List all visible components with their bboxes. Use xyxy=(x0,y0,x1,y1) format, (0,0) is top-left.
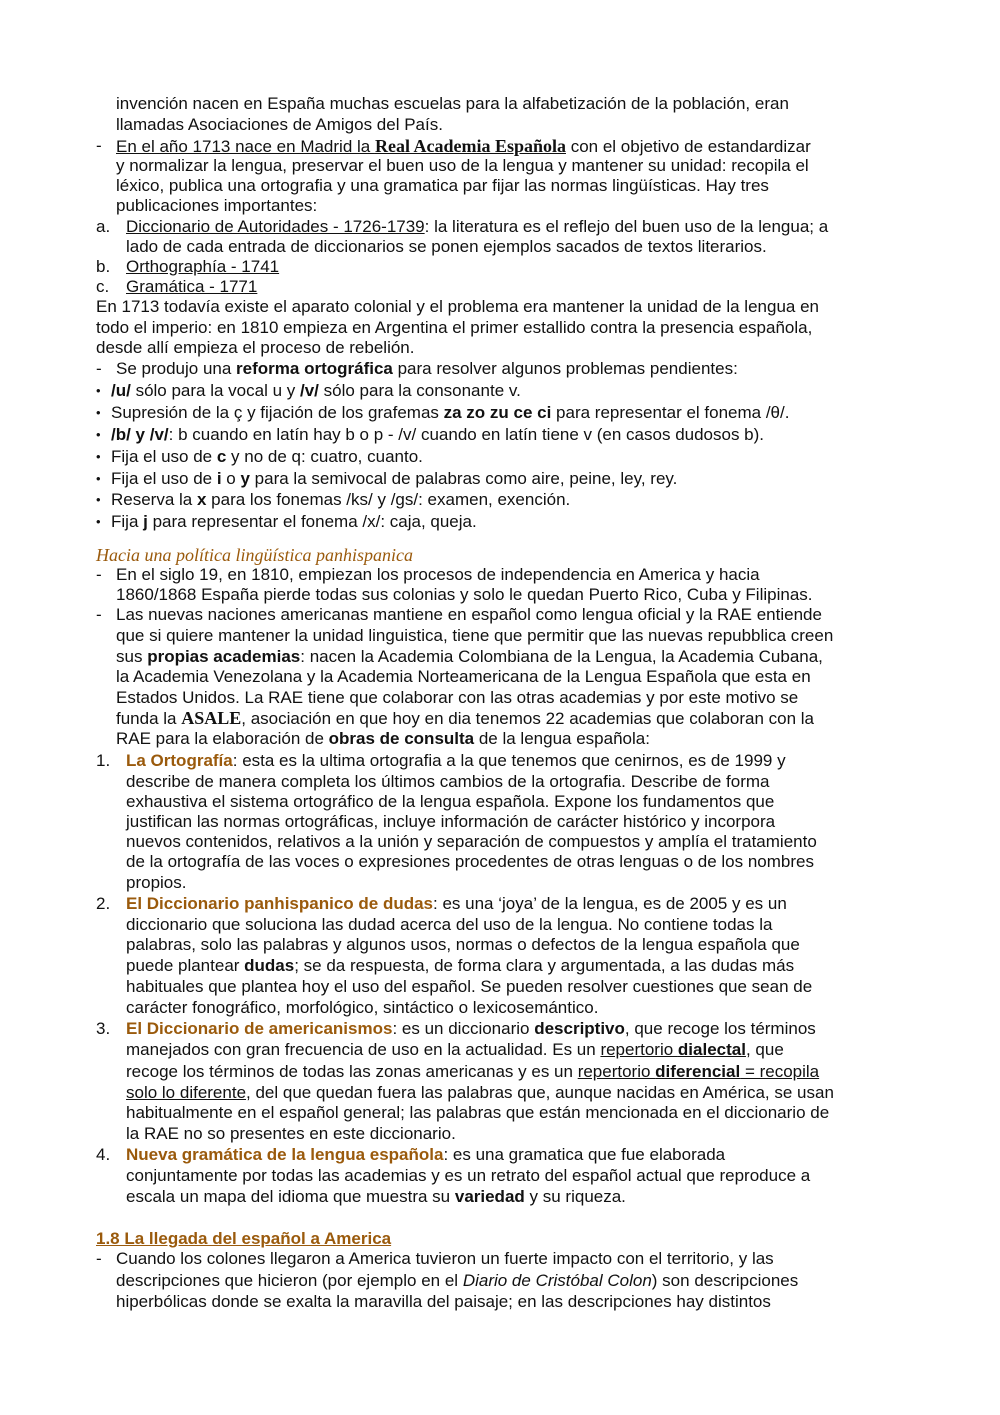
text-line: desde allí empieza el proceso de rebelión. xyxy=(96,338,415,357)
text-line: carácter fonográfico, morfológico, sintáctico o lexicosemántico. xyxy=(126,998,599,1017)
dash-marker: - xyxy=(96,605,102,624)
text-line: Estados Unidos. La RAE tiene que colaborar con las otras academias y por este motivo se xyxy=(116,688,799,707)
text-line: nuevos contenidos, relativos a la unión y separación de compuestos y amplía el tratamiento xyxy=(126,832,817,851)
text-line: puede plantear dudas; se da respuesta, de forma clara y argumentada, a las dudas más xyxy=(126,956,795,975)
text-line: y normalizar la lengua, preservar el buen uso de la lengua y mantener su unidad: recopila el xyxy=(116,156,809,175)
text-line: lado de cada entrada de diccionarios se ponen ejemplos sacados de textos literarios. xyxy=(126,237,767,256)
text-line: diccionario que soluciona las dudad acerca del uso de la lengua. No contiene todas la xyxy=(126,915,773,934)
text-line: la RAE no so presentes en este diccionario. xyxy=(126,1124,456,1143)
text-line: invención nacen en España muchas escuelas para la alfabetización de la población, eran xyxy=(116,94,789,113)
text-line: la Academia Venezolana y la Academia Norteamericana de la Lengua Española que esta en xyxy=(116,667,811,686)
obra-item: El Diccionario panhispanico de dudas: es una ‘joya’ de la lengua, es de 2005 y es un xyxy=(126,894,787,913)
bullet-item: Fija el uso de c y no de q: cuatro, cuanto. xyxy=(111,447,423,466)
text-line: llamadas Asociaciones de Amigos del País. xyxy=(116,115,443,134)
text-line: todo el imperio: en 1810 empieza en Argentina el primer estallido contra la presencia española, xyxy=(96,318,813,337)
text-line: conjuntamente por todas las academias y es un retrato del español actual que reproduce a xyxy=(126,1166,811,1185)
bullet-item: Fija el uso de i o y para la semivocal de palabras como aire, peine, ley, rey. xyxy=(111,469,678,488)
section-heading: Hacia una política lingüística panhispanica xyxy=(96,545,413,565)
list-marker: c. xyxy=(96,277,110,296)
text-line: sus propias academias: nacen la Academia Colombiana de la Lengua, la Academia Cubana, xyxy=(116,647,823,666)
section-heading: 1.8 La llegada del español a America xyxy=(96,1229,392,1248)
dash-marker: - xyxy=(96,565,102,584)
reforma-line: Se produjo una reforma ortográfica para resolver algunos problemas pendientes: xyxy=(116,359,738,378)
bullet-icon: • xyxy=(96,449,101,464)
list-marker: b. xyxy=(96,257,111,276)
text-line: de la ortografía de las voces o expresiones procedentes de otras lenguas o de los nombres xyxy=(126,852,814,871)
text-line: Las nuevas naciones americanas mantiene en español como lengua oficial y la RAE entiende xyxy=(116,605,822,624)
text-line: palabras, solo las palabras y algunos usos, normas o defectos de la lengua española que xyxy=(126,935,800,954)
text-line: Cuando los colones llegaron a America tuvieron un fuerte impacto con el territorio, y las xyxy=(116,1249,774,1268)
dash-marker: - xyxy=(96,1249,102,1268)
text-line: descripciones que hicieron (por ejemplo en el Diario de Cristóbal Colon) son descripciones xyxy=(116,1271,799,1290)
text-line: léxico, publica una ortografia y una gramatica par fijar las normas lingüísticas. Hay tres xyxy=(116,176,769,195)
bullet-item: Reserva la x para los fonemas /ks/ y /gs/: examen, exención. xyxy=(111,490,571,509)
text-line: solo lo diferente, del que quedan fuera las palabras que, aunque nacidas en América, se usan xyxy=(126,1083,834,1102)
text-line: manejados con gran frecuencia de uso en la actualidad. Es un repertorio dialectal, que xyxy=(126,1040,784,1059)
obra-item: El Diccionario de americanismos: es un diccionario descriptivo, que recoge los términos xyxy=(126,1019,816,1038)
text-line: habitualmente en el español general; las palabras que están mencionada en el diccionario de xyxy=(126,1103,830,1122)
text-line: propios. xyxy=(126,873,187,892)
bullet-icon: • xyxy=(96,427,101,442)
list-marker: 4. xyxy=(96,1145,111,1164)
text-line: En 1713 todavía existe el aparato colonial y el problema era mantener la unidad de la lengua en xyxy=(96,297,819,316)
bullet-item: /b/ y /v/: b cuando en latín hay b o p - /v/ cuando en latín tiene v (en casos dudosos b). xyxy=(111,425,765,444)
list-marker: 1. xyxy=(96,751,111,770)
text-line: exhaustiva el sistema ortográfico de la lengua española. Expone los fundamentos que xyxy=(126,792,775,811)
bullet-item: /u/ sólo para la vocal u y /v/ sólo para la consonante v. xyxy=(111,381,521,400)
publication-item: Diccionario de Autoridades - 1726-1739: la literatura es el reflejo del buen uso de la lengua; a xyxy=(126,217,829,236)
text-line: hiperbólicas donde se exalta la maravilla del paisaje; en las descripciones hay distintos xyxy=(116,1292,771,1311)
bullet-item: Fija j para representar el fonema /x/: caja, queja. xyxy=(111,512,477,531)
bullet-icon: • xyxy=(96,492,101,507)
text-line: que si quiere mantener la unidad linguistica, tiene que permitir que las nuevas repubblica creen xyxy=(116,626,834,645)
dash-marker: - xyxy=(96,136,102,155)
rae-line: En el año 1713 nace en Madrid la Real Academia Española con el objetivo de estandardizar xyxy=(116,136,811,156)
text-line: publicaciones importantes: xyxy=(116,196,318,215)
bullet-item: Supresión de la ç y fijación de los grafemas za zo zu ce ci para representar el fonema /θ/. xyxy=(111,403,790,422)
text-line: justifican las normas ortográficas, incluye información de carácter histórico y incorpora xyxy=(126,812,776,831)
text-line: RAE para la elaboración de obras de consulta de la lengua española: xyxy=(116,729,650,748)
text-line: escala un mapa del idioma que muestra su variedad y su riqueza. xyxy=(126,1187,626,1206)
bullet-icon: • xyxy=(96,514,101,529)
obra-item: Nueva gramática de la lengua española: es una gramatica que fue elaborada xyxy=(126,1145,726,1164)
list-marker: a. xyxy=(96,217,111,236)
text-line: recoge los términos de todas las zonas americanas y es un repertorio diferencial = recopila xyxy=(126,1062,820,1081)
bullet-icon: • xyxy=(96,471,101,486)
list-marker: 2. xyxy=(96,894,111,913)
text-line: habituales que plantea hoy el uso del español. Se pueden resolver cuestiones que sean de xyxy=(126,977,813,996)
obra-item: La Ortografía: esta es la ultima ortografia a la que tenemos que cenirnos, es de 1999 y xyxy=(126,751,786,770)
publication-item: Gramática - 1771 xyxy=(126,277,258,296)
bullet-icon: • xyxy=(96,383,101,398)
text-line: describe de manera completa los últimos cambios de la ortografia. Describe de forma xyxy=(126,772,770,791)
publication-item: Orthographía - 1741 xyxy=(126,257,280,276)
list-marker: 3. xyxy=(96,1019,111,1038)
dash-marker: - xyxy=(96,359,102,378)
text-line: En el siglo 19, en 1810, empiezan los procesos de independencia en America y hacia xyxy=(116,565,760,584)
bullet-icon: • xyxy=(96,405,101,420)
rae-underlined-text: En el año 1713 nace en Madrid la Real Academia Española xyxy=(116,136,566,156)
text-line: funda la ASALE, asociación en que hoy en dia tenemos 22 academias que colaboran con la xyxy=(116,708,814,728)
text-line: 1860/1868 España pierde todas sus colonias y solo le quedan Puerto Rico, Cuba y Filipinas. xyxy=(116,585,813,604)
